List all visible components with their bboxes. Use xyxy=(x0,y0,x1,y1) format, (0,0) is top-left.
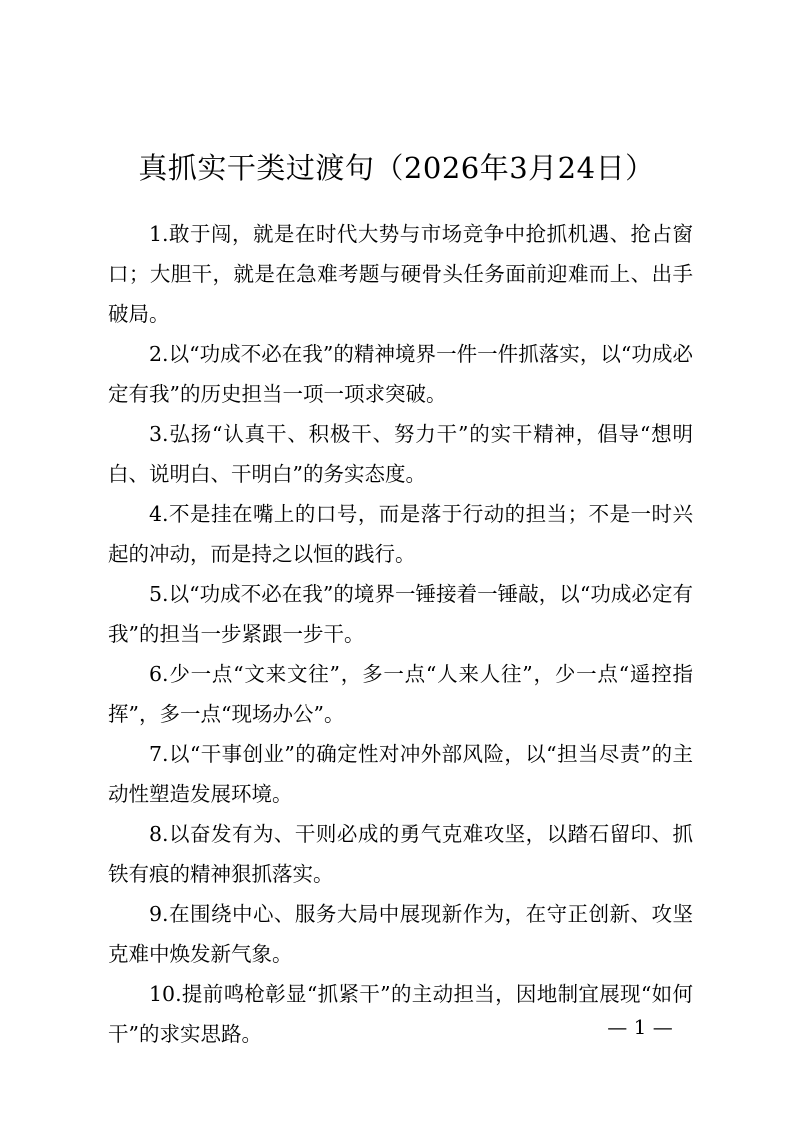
page-number: — 1 — xyxy=(607,1015,673,1039)
document-title: 真抓实干类过渡句（2026年3月24日） xyxy=(138,151,655,185)
paragraph-5: 5.以“功成不必在我”的境界一锤接着一锤敲，以“功成必定有我”的担当一步紧跟一步干。 xyxy=(108,582,693,646)
paragraph-3: 3.弘扬“认真干、积极干、努力干”的实干精神，倡导“想明白、说明白、干明白”的务实态度。 xyxy=(108,422,693,486)
document-body xyxy=(108,214,693,1054)
paragraph-2: 2.以“功成不必在我”的精神境界一件一件抓落实，以“功成必定有我”的历史担当一项一项求突破。 xyxy=(108,342,693,406)
paragraph-6: 6.少一点“文来文往”，多一点“人来人往”，少一点“遥控指挥”，多一点“现场办公”。 xyxy=(108,662,693,726)
paragraph-9: 9.在围绕中心、服务大局中展现新作为，在守正创新、攻坚克难中焕发新气象。 xyxy=(108,902,693,966)
paragraph-4: 4.不是挂在嘴上的口号，而是落于行动的担当；不是一时兴起的冲动，而是持之以恒的践行。 xyxy=(108,502,693,566)
paragraph-10: 10.提前鸣枪彰显“抓紧干”的主动担当，因地制宜展现“如何干”的求实思路。 xyxy=(108,982,693,1046)
paragraph-8: 8.以奋发有为、干则必成的勇气克难攻坚，以踏石留印、抓铁有痕的精神狠抓落实。 xyxy=(108,822,693,886)
paragraph-1: 1.敢于闯，就是在时代大势与市场竞争中抢抓机遇、抢占窗口；大胆干，就是在急难考题与硬骨头任务面前迎难而上、出手破局。 xyxy=(108,222,693,326)
paragraph-7: 7.以“干事创业”的确定性对冲外部风险，以“担当尽责”的主动性塑造发展环境。 xyxy=(108,742,693,806)
